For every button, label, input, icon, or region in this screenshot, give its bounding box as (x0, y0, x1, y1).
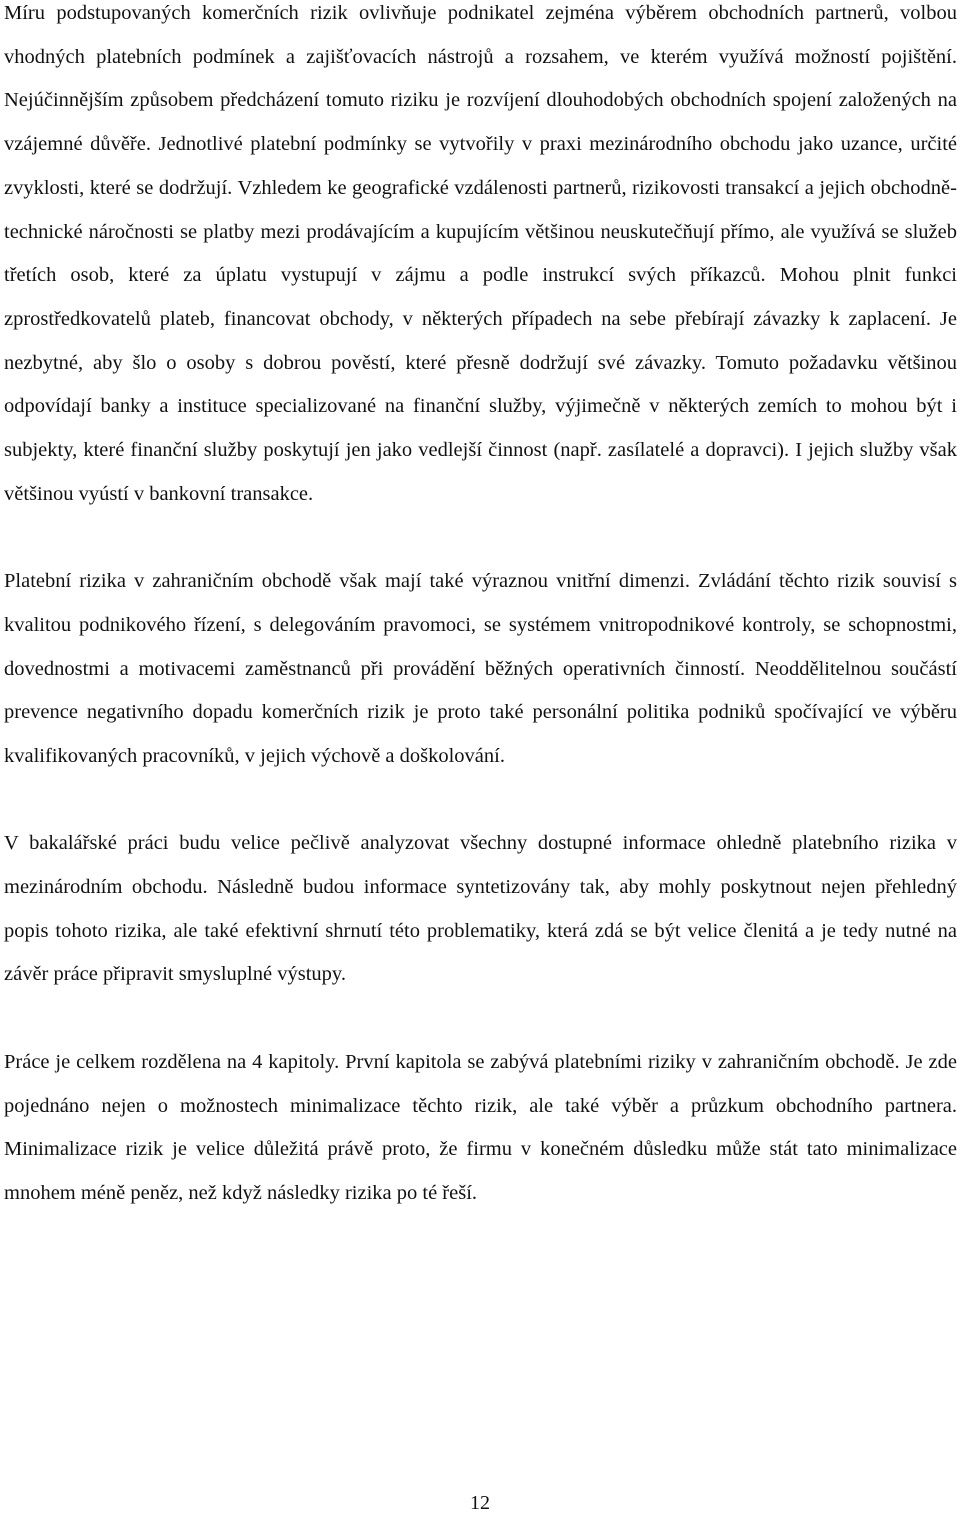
paragraph-2: Platební rizika v zahraničním obchodě však mají také výraznou vnitřní dimenzi. Zvládání těchto rizik souvisí s kvalitou podnikového řízení, s delegováním pravomoci, se systémem vnitropodnikové kontroly, se schopnostmi, dovednostmi a motivacemi zaměstnanců při provádění běžných operativních činností. Neoddělitelnou součástí prevence negativního dopadu komerčních rizik je proto také personální politika podniků spočívající ve výběru kvalifikovaných pracovníků, v jejich výchově a doškolování. (4, 570, 957, 767)
document-body (4, 0, 957, 1216)
paragraph-1: Míru podstupovaných komerčních rizik ovlivňuje podnikatel zejména výběrem obchodních partnerů, volbou vhodných platebních podmínek a zajišťovacích nástrojů a rozsahem, ve kterém využívá možností pojištění. Nejúčinnějším způsobem předcházení tomuto riziku je rozvíjení dlouhodobých obchodních spojení založených na vzájemné důvěře. Jednotlivé platební podmínky se vytvořily v praxi mezinárodního obchodu jako uzance, určité zvyklosti, které se dodržují. Vzhledem ke geografické vzdálenosti partnerů, rizikovosti transakcí a jejich obchodně-technické náročnosti se platby mezi prodávajícím a kupujícím většinou neuskutečňují přímo, ale využívá se služeb třetích osob, které za úplatu vystupují v zájmu a podle instrukcí svých příkazců. Mohou plnit funkci zprostředkovatelů plateb, financovat obchody, v některých případech na sebe přebírají závazky k zaplacení. Je nezbytné, aby šlo o osoby s dobrou pověstí, které přesně dodržují své závazky. Tomuto požadavku většinou odpovídají banky a instituce specializované na finanční služby, výjimečně v některých zemích to mohou být i subjekty, které finanční služby poskytují jen jako vedlejší činnost (např. zasílatelé a dopravci). I jejich služby však většinou vyústí v bankovní transakce. (4, 2, 957, 505)
paragraph-3: V bakalářské práci budu velice pečlivě analyzovat všechny dostupné informace ohledně platebního rizika v mezinárodním obchodu. Následně budou informace syntetizovány tak, aby mohly poskytnout nejen přehledný popis tohoto rizika, ale také efektivní shrnutí této problematiky, která zdá se být velice členitá a je tedy nutné na závěr práce připravit smysluplné výstupy. (4, 832, 957, 986)
paragraph-4: Práce je celkem rozdělena na 4 kapitoly. První kapitola se zabývá platebními riziky v zahraničním obchodě. Je zde pojednáno nejen o možnostech minimalizace těchto rizik, ale také výběr a průzkum obchodního partnera. Minimalizace rizik je velice důležitá právě proto, že firmu v konečném důsledku může stát tato minimalizace mnohem méně peněz, než když následky rizika po té řeší. (4, 1050, 957, 1204)
page-number: 12 (470, 1492, 490, 1514)
